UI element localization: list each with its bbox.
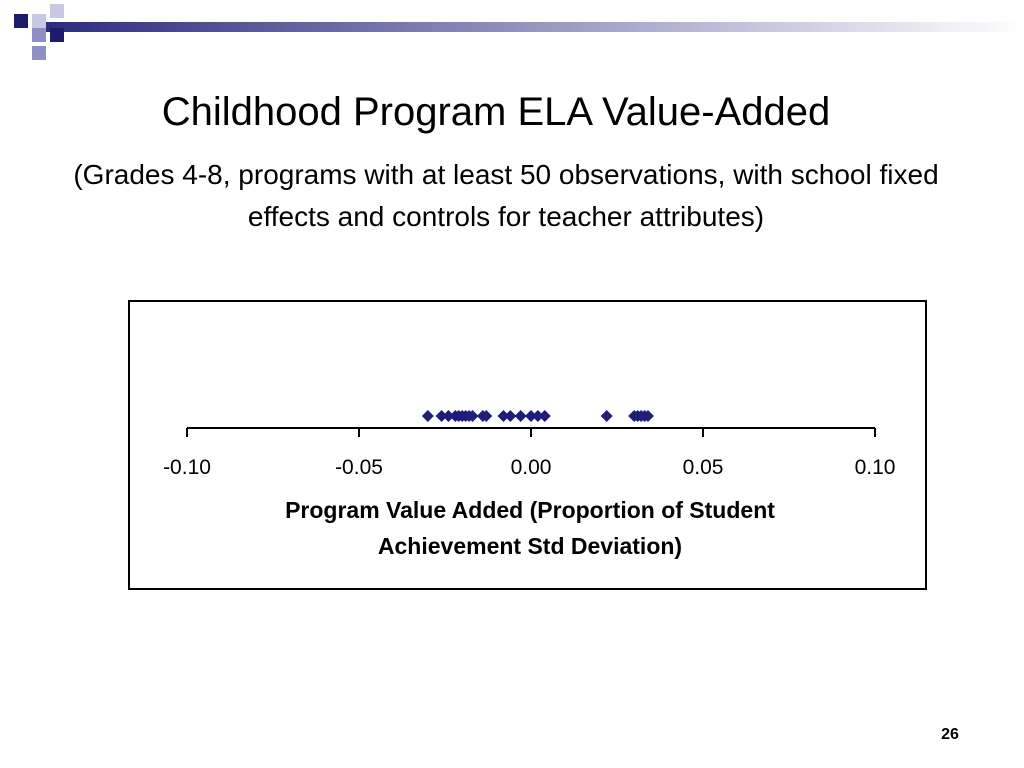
data-point-diamond	[422, 410, 434, 422]
slide-subtitle: (Grades 4-8, programs with at least 50 observations, with school fixed effects and controls for teacher attributes)	[73, 159, 939, 232]
header-square	[50, 4, 64, 18]
x-axis-ticks	[163, 428, 895, 479]
data-point-diamond	[539, 410, 551, 422]
data-point-diamond	[515, 410, 527, 422]
header-square	[32, 14, 46, 28]
data-points	[422, 410, 654, 422]
header-square	[32, 46, 46, 60]
x-tick-label: 0.05	[682, 456, 724, 479]
x-tick-label: -0.10	[163, 456, 211, 479]
header-square	[14, 14, 28, 28]
x-tick-label: 0.10	[854, 456, 896, 479]
value-added-scatter-chart	[130, 302, 925, 588]
header-gradient-band	[40, 22, 1024, 32]
x-tick-label: -0.05	[335, 456, 383, 479]
slide-title: Childhood Program ELA Value-Added	[161, 90, 831, 134]
page-number: 26	[941, 726, 959, 743]
data-point-diamond	[504, 410, 516, 422]
chart-frame	[128, 300, 927, 590]
header-decoration	[0, 0, 1024, 60]
x-tick-label: 0.00	[510, 456, 552, 479]
x-axis-title-line-1: Program Value Added (Proportion of Student	[285, 497, 775, 523]
data-point-diamond	[601, 410, 613, 422]
header-square	[32, 28, 46, 42]
x-axis-title-line-2: Achievement Std Deviation)	[377, 533, 683, 559]
header-square	[50, 28, 64, 42]
